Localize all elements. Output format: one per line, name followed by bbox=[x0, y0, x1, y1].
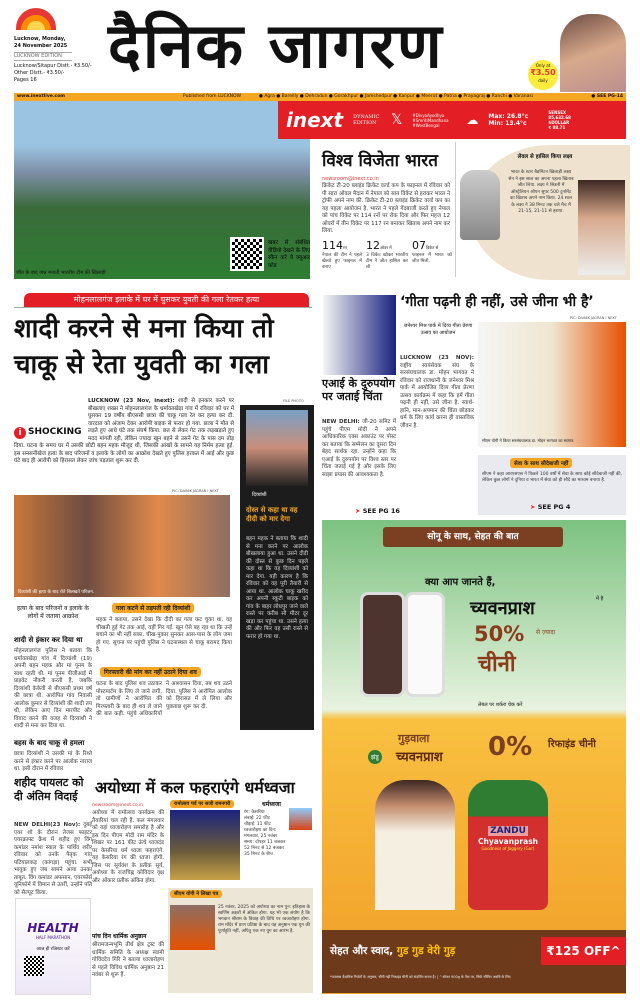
gita-caption: सीएम योगी ने किया सरसंघचालक डा. मोहन भागवत का स्वागत. bbox=[482, 438, 575, 443]
crowd-caption: दिव्यांशी की हत्या के बाद रोते बिलखते परिजन. bbox=[18, 590, 95, 595]
pilot-headline: शहीद पायलट को दी अंतिम विदाई bbox=[14, 776, 84, 803]
jar-brand: ZANDU bbox=[490, 826, 526, 836]
cricket-stats bbox=[322, 234, 452, 271]
fact-item: चौड़ाई: 11 फीट bbox=[244, 822, 271, 827]
ad-title: HEALTH bbox=[27, 921, 79, 935]
rain-cloud-icon: ☁ bbox=[466, 113, 479, 127]
dateline: NEW DELHI: bbox=[322, 419, 360, 425]
shocking-badge bbox=[14, 426, 84, 440]
facts-list bbox=[244, 810, 286, 858]
see-label: SEE PG 16 bbox=[362, 507, 400, 515]
gita-kicker: जनेश्वर मिश्र पार्क में दिव्य गीता प्रेरणा उत्सव का आयोजन bbox=[403, 323, 473, 336]
shocking-label: SHOCKING bbox=[28, 427, 82, 438]
qr-code-icon[interactable] bbox=[24, 956, 44, 976]
ad-chyavan: च्यवनप्राश bbox=[396, 750, 443, 765]
g20-headline: एआई के दुरुपयोग पर जताई चिंता bbox=[322, 377, 395, 403]
stat-num: 114 bbox=[322, 239, 343, 252]
dateline: LUCKNOW (23 NOV): bbox=[400, 355, 474, 361]
ad-refined: रिफाइंड चीनी bbox=[548, 739, 596, 750]
yogi-photo bbox=[170, 905, 215, 950]
ayodhya-email: newsroom@inext.co.in bbox=[92, 803, 144, 808]
pull-quote: हत्या के बाद परिजनों व इलाके के लोगों में जताया आक्रोश bbox=[16, 605, 90, 620]
ayodhya-body: अयोध्या में रामोत्सव कार्यक्रम की तैयारियां चल रही हैं. कल मंगलवार को यहां ध्वजारोहण समारोह है और इस दिन पीएम मोदी राम मंदिर के शिखर पर 161 फीट ऊंचे ध्वजदंड पर केसरिया धर्म ध्वजा फहराएंगे. यह केसरिया रंग की ध्वजा होगी. जिस पर सूर्यवंश के प्रतीक सूर्य, अयोध्या के राजचिह्न कोविदार वृक्ष और ओंकार प्रतीक अंकित होगा. bbox=[92, 810, 164, 884]
hashtags: #DivyaAyodhya #SmritiMandhana #WestBengal bbox=[412, 112, 449, 128]
subhead: बहस के बाद चाकू से हमला bbox=[14, 739, 85, 747]
qr-text: खबर से संबंधित वीडियो देखने के लिए स्कैन करें ये क्यूआर कोड bbox=[268, 240, 310, 269]
gita-body bbox=[400, 355, 474, 503]
info-icon: i bbox=[14, 427, 26, 439]
chyavanprash-jar bbox=[468, 780, 548, 910]
health-marathon-ad[interactable] bbox=[15, 898, 91, 995]
photo-caption: जीत के बाद जश्न मनाती भारतीय टीम की खिलाड़ी bbox=[16, 270, 106, 276]
fact-item: ध्वजारोहण का दिन: मंगलवार, 25 नवंबर bbox=[244, 828, 278, 839]
side-title: दोस्त से कहा था वह दीदी को मार देगा bbox=[246, 506, 298, 523]
pill-body: महक ने बताया, उसने देखा कि दीदी का गला कट चुका था. वह चीखती हुई गेट तक आई, वहीं गिर गईं. खून ऐसे बह रहा था कि उन्हें बचाने का भी नहीं सका. चीख-पुकार सुनकर आस-पास के लोग जमा हो गए. सूचना पर पहुंची पुलिस ने घटनास्थल से चाकू बरामद किया है. bbox=[96, 617, 232, 653]
ad-zero: 0% bbox=[488, 732, 533, 762]
dollar-value: ₹ 88.71 bbox=[548, 125, 566, 130]
badge-bottom: daily bbox=[538, 78, 548, 83]
section-pill: गिरफ्तारी की मांग कर नहीं उठाने दिया शव bbox=[100, 667, 201, 677]
ayodhya-subhead: पांच दिन धार्मिक अनुष्ठान bbox=[92, 933, 147, 940]
victim-name: दिव्यांशी bbox=[252, 492, 267, 498]
qr-code-icon[interactable] bbox=[230, 237, 264, 271]
offer-badge: ₹125 OFF^ bbox=[541, 937, 626, 965]
sensex-label: SENSEX bbox=[548, 110, 567, 115]
grieving-family-photo bbox=[14, 495, 230, 597]
ad-pct: 50% bbox=[474, 622, 525, 646]
pic-credit: PIC: DAINIK JAGRAN I NEXT bbox=[172, 489, 219, 493]
facts-title: धर्मध्वजा bbox=[262, 801, 281, 808]
g20-text: जी-20 समिट में पहुंचे पीएम मोदी ने अपने आधिकारिक एक्स अकाउंट पर पोस्ट कर बताया कि सम्मेलन का दूसरा दिन बेहद सार्थक रहा. उन्होंने कहा कि एआई के दुरुपयोग पर विश्व स्तर पर चिंता जताई गई है और इसके लिए साझा प्रयास की आवश्यकता है. bbox=[322, 419, 396, 478]
gita-headline: ‘गीता पढ़नी ही नहीं, उसे जीना भी है’ bbox=[400, 294, 594, 310]
murder-body bbox=[14, 398, 234, 486]
price-info: Lucknow/Sitapur Distt.- ₹3.50/- bbox=[14, 63, 92, 69]
zandu-logo: झंडू bbox=[368, 750, 382, 764]
sub-body: मोहनलालगंज पुलिस ने बताया कि धर्मावतखेड़ा गांव में दिव्यांशी (19) अपनी बहन महक और मां पूनम के साथ रहती थी. मां पूनम पीजीआई में प्राइवेट नौकरी करती हैं, जबकि दिव्यांशी केकेवी से बीएससी प्रथम वर्ष की छात्रा थी. आरोपित गांव निवासी आलोक कुमार से दिव्यांशी की शादी तय थी, लेकिन आए दिन मारपीट और विवाद करने की वजह से दिव्यांशी ने शादी से मना कर दिया था. bbox=[14, 648, 92, 729]
section-pill: रामोत्सव पर्व पर सजी रामनगरी bbox=[170, 800, 234, 808]
bhagwat-yogi-photo bbox=[478, 322, 626, 447]
date: 24 November 2025 bbox=[14, 43, 68, 49]
edition-label: DYNAMIC EDITION bbox=[353, 114, 380, 126]
stat-unit: रन bbox=[343, 245, 347, 250]
dateline: NEW DELHI(23 Nov): bbox=[14, 822, 81, 828]
edition: LUCKNOW EDITION bbox=[14, 52, 72, 61]
badminton-title: लेवल से हासिल किया लक्ष्य bbox=[517, 154, 573, 160]
fact-item: लंबाई: 22 फीट bbox=[244, 816, 271, 821]
pilot-text: दुबई एयर शो के दौरान तेजस फाइटर एयरक्राफ्ट क्रैश में शहीद हुए विंग कमांडर नमांश स्याल के पार्थिव शरीर रविवार को उनके पैतृक गांव पटियालकड़ (कांगड़ा) पहुंचा. सभी भावुक हुए जब सामने आया उनका ताबूत. विंग कमांडर अफसान, एयरफोर्स यूनिफॉर्म में विमान से उतरीं, उन्होंने पति को सैल्यूट किया. bbox=[14, 822, 92, 896]
jar-name: Chyavanprash bbox=[477, 837, 538, 846]
ad-gudwala: गुड़वाला bbox=[398, 732, 430, 745]
ad-sugar: चीनी bbox=[478, 652, 516, 677]
max-temp: Max: 26.8°c bbox=[488, 113, 529, 120]
pill-body: घटना के बाद पुलिस शव उठाकर पोस्टमार्टम के लिए ले जाने लगी, तो ग्रामीणों ने आरोपित की गिरफ्तारी के बाद ही शव ले जाने की बात कही. पहुंचे अधिकारियों ने आश्वासन दिया, तब शव उठने दिया. पुलिस ने आरोपित आलोक को हिरासत में ले लिया और पूछताछ शुरू कर दी. bbox=[96, 681, 232, 717]
temple-photo bbox=[289, 808, 312, 830]
pilot-body bbox=[14, 822, 92, 894]
ad-mein-hai: में है bbox=[596, 596, 604, 602]
sub-body: छात्रा दिव्यांशी ने उसकी मां के रिश्ते करने से इंकार करने पर आलोक नाराज था. इसी दौरान में रविवार bbox=[14, 751, 92, 772]
ad-fineprint: *उपलब्ध वैज्ञानिक रिपोर्टों के अनुसार, चीनी नहीं रिफाइंड चीनी को संदर्भित करता है। | ^ऑफर 900g के पैक पर, सिर्फ सीमित अवधि के लिए bbox=[330, 975, 511, 979]
ad-product: च्यवनप्राश bbox=[470, 598, 535, 619]
subhead: शादी से इंकार कर दिया था bbox=[14, 636, 83, 644]
price-badge bbox=[528, 60, 558, 90]
page-count: Pages 16 bbox=[14, 77, 37, 83]
badminton-body: भारत के स्टार बैडमिंटन खिलाड़ी लक्ष्य सेन ने इस साल का अपना पहला खिताब जीत लिया. लक्ष्य ने सिडनी में ऑस्ट्रेलियन ओपन सुपर 500 टूर्नामेंट का खिताब अपने नाम किया. 24 साल के लक्ष्य ने 38 मिनट तक चले मैच में 21-15, 21-11 से हराया. bbox=[508, 170, 574, 214]
sun-logo-icon bbox=[16, 8, 56, 30]
lakshya-sen-photo bbox=[578, 180, 625, 275]
city-list: ● Agra ● Bareilly ● Dehradun ● Gorakhpur ● Jamshedpur ● Kanpur ● Meerut ● Patna ● Prayagraj ● Ranchi ● Varanasi bbox=[259, 94, 533, 99]
side-body: बहन महक ने बताया कि शादी से मना करने पर आलोक बौखलाया हुआ था. उसने दीदी की दोस्त से कुछ दिन पहले कहा था कि वह दिव्यांशी को मार देगा. यही कारण है कि रविवार को वह पूरी तैयारी से आया था. आलोक चाकू खरीद कर अपनी स्कूटी बाइक को गांव के बाहर लोधपुर जाने वाले रास्ते पर करीब सौ मीटर दूर खड़ा कर पहुंचा था. उसने हत्या की और फिर वह उसी रास्ते से फरार हो गया था. bbox=[246, 536, 308, 640]
section-pill: सीएम योगी ने लिखा पत्र bbox=[170, 890, 222, 898]
ad-label-check: लेबल पर शर्करा चेक करें bbox=[478, 702, 523, 708]
dollar-label: $DOLLAR bbox=[548, 120, 570, 125]
flag-photo bbox=[170, 810, 240, 880]
murder-text: शादी से इनकार करने पर बौखलाए शख्स ने मोहनलालगंज के धर्मावतखेड़ा गांव में रविवार को घर में घुसकर 19 वर्षीय बीएससी छात्रा की चाकू गला रेत कर हत्या कर दी. वारदात को अंजाम देकर आरोपी बाइक से फरार हो गया. छात्रा ने मौत से लड़ते हुए आधे घंटे तक संघर्ष किया. छत से लेकर गेट तक लड़खड़ाते हुए मदद मांगती रही, लेकिन ज्यादा खून बहने से उसने गेट के पास दम तोड़ दिया. घटना के समय घर में उसकी छोटी बहन महक मौजूद थी, जिसकी आंखों के सामने यह निर्मम हत्या हुई. इस सनसनीखेज हत्या के बाद परिजनों व इलाके के लोगों का आक्रोश देखते हुए पुलिस हरकत में आई और कुछ घंटे बाद ही आरोपी को हिरासत लेकर जांच पड़ताल शुरू कर दी. bbox=[14, 398, 234, 464]
stat-unit: ओवर में bbox=[380, 245, 392, 250]
see-label: SEE PG 4 bbox=[537, 503, 571, 511]
city-date: Lucknow, Monday, bbox=[14, 36, 66, 42]
ad-sub: HALF MARATHON bbox=[35, 935, 71, 940]
wooden-sign: सोनू के साथ, सेहत की बात bbox=[383, 527, 563, 547]
sensex-value: 85,632.68 bbox=[548, 115, 571, 120]
ad-question: क्या आप जानते हैं, bbox=[425, 577, 496, 588]
ad-se-zyada: से ज़्यादा bbox=[536, 629, 556, 636]
inext-bar bbox=[278, 101, 626, 139]
badge-top: Only at bbox=[535, 63, 551, 68]
stat-num: 12 bbox=[366, 239, 380, 252]
victim-photo bbox=[246, 410, 308, 486]
stat-text: 3 विकेट खोकर भारतीय टीम ने जीत हासिल कर ली bbox=[366, 253, 408, 270]
section-pill: गला कटने से तड़पती रही दिव्यांशी bbox=[112, 603, 194, 613]
murder-kicker: मोहनलालगंज इलाके में घर में घुसकर युवती की गला रेतकर हत्या bbox=[24, 293, 309, 307]
stat-unit: विकेट से bbox=[426, 245, 439, 250]
fact-item: रंग: केसरिया bbox=[244, 810, 265, 815]
stat-text: नेपाल की टीम ने पहले खेलते हुए फाइनल में बनाए bbox=[322, 253, 362, 270]
section-pill: सेवा के साथ सौदेबाजी नहीं bbox=[510, 458, 572, 468]
ad-tagline bbox=[330, 944, 535, 958]
ad-model-image bbox=[560, 14, 626, 92]
sonu-sood-image bbox=[375, 780, 455, 910]
cricket-body: क्रिकेट टी-20 ब्लाइंड क्रिकेट वर्ल्ड कप के फाइनल में रविवार को पी सारा ओवल मैदान में नेपाल को सात विकेट से हराकर भारत ने ट्रॉफी अपने नाम की. क्रिकेट टी-20 ब्लाइंड क्रिकेट वर्ल्ड कप का यह पहला आयोजन है. भारत ने पहले गेंदबाजी करते हुए नेपाल को पांच विकेट पर 114 रनों पर रोक दिया और फिर महज 12 ओवरों में तीन विकेट पर 117 रन बनाकर खिताब अपने नाम कर लिया. bbox=[322, 183, 450, 234]
gita-box-body: सीएम ने कहा आरएसएस ने पिछले 100 वर्षों में सेवा के साथ कोई सौदेबाजी नहीं की, लेकिन कुछ लोगों ने दुनिया व भारत में सेवा को ही सौदे का माध्यम बनाया है. bbox=[482, 472, 622, 483]
ayodhya-headline: अयोध्या में कल फहराएंगे धर्मध्वजा bbox=[95, 778, 295, 797]
see-page-link[interactable]: ➤ SEE PG 4 bbox=[530, 503, 571, 511]
see-page-link[interactable]: ➤ SEE PG 16 bbox=[355, 507, 400, 515]
price-info: Other Distt.- ₹3.50/- bbox=[14, 70, 65, 76]
murder-headline: शादी करने से मना किया तो चाकू से रेता युवती का गला bbox=[14, 314, 274, 380]
website-link[interactable]: www.inextlive.com bbox=[17, 94, 65, 99]
see-page: ● SEE PG-14 bbox=[591, 94, 623, 99]
cricket-team-photo bbox=[14, 101, 310, 279]
tagline-b: गुड गुड वेरी गुड़ bbox=[396, 945, 456, 957]
x-icon: 𝕏 bbox=[391, 112, 403, 128]
jar-sub: Goodness of Jaggery (Gur) bbox=[481, 846, 535, 851]
g20-photo bbox=[323, 295, 396, 375]
ayodhya-sub-body: श्रीरामजन्मभूमि तीर्थ क्षेत्र ट्रस्ट की धार्मिक समिति के अध्यक्ष स्वामी गोविंददेव गिरि ने बताया ध्वजारोहण से पहले विविध धार्मिक अनुष्ठान 21 नवंबर से शुरू हैं. bbox=[92, 942, 164, 978]
sugar-image bbox=[405, 592, 445, 697]
stat-text: फाइनल में भारत को जीत मिली. bbox=[412, 253, 452, 264]
gita-text: राष्ट्रीय स्वयंसेवक संघ के सरसंघचालक डा. मोहन भागवत ने रविवार को राजधानी के जनेश्वर मिश्र पार्क में आयोजित दिव्य गीता प्रेरणा उत्सव कार्यक्रम में कहा कि हमें गीता पढ़नी ही नहीं, उसे जीना है. स्वार्थ-हानि, मान-अपमान की चिंता छोड़कर धर्म के लिए कार्य करना ही वास्तविक जीवन है. bbox=[400, 362, 474, 429]
stat-num: 07 bbox=[412, 239, 426, 252]
file-photo-label: FILE PHOTO bbox=[283, 399, 304, 403]
top-strip bbox=[14, 93, 626, 101]
yogi-body: 25 नवंबर, 2025 को अयोध्या का नाम पुन: इतिहास के स्वर्णिम अक्षरों में अंकित होगा. यह भी एक संयोग है कि भगवान श्रीराम के विवाह की तिथि पर ध्वजारोहण होगा. राम मंदिर में प्राण प्रतिष्ठा के बाद यह अनुष्ठान एक युग की पूर्णाहुति नहीं, अपितु एक नए युग का आरंभ है. bbox=[218, 905, 310, 934]
published-from: Published from LUCKNOW bbox=[183, 94, 242, 99]
g20-body bbox=[322, 419, 396, 504]
dateline: LUCKNOW (23 Nov, inext): bbox=[88, 398, 175, 404]
min-temp: Min: 13.4°c bbox=[488, 120, 527, 127]
fact-item: समय: दोपहर 11 बजकर 52 मिनट से 12 बजकर 35 मिनट के बीच bbox=[244, 840, 286, 857]
ad-cta: आज ही रजिस्टर करें bbox=[36, 947, 70, 952]
tagline-a: सेहत और स्वाद, bbox=[330, 945, 394, 957]
jar-cutaway-image bbox=[360, 592, 405, 697]
masthead-title: दैनिक जागरण bbox=[108, 9, 444, 82]
cricket-email: newsroom@inext.co.in bbox=[322, 176, 379, 182]
pic-credit: PIC: DAINIK JAGRAN I NEXT bbox=[570, 316, 617, 320]
inext-logo: inext bbox=[286, 108, 344, 132]
trophy-photo bbox=[460, 170, 500, 240]
badge-price: ₹3.50 bbox=[530, 68, 556, 77]
cricket-headline: विश्व विजेता भारत bbox=[322, 151, 438, 171]
